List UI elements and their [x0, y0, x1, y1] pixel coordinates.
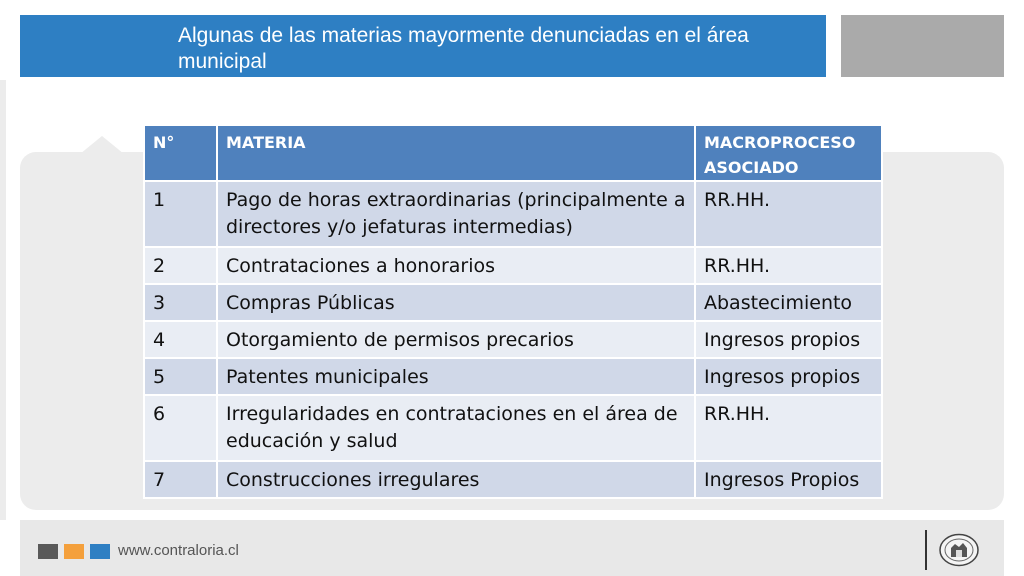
cell-macroproceso: RR.HH.	[695, 247, 882, 284]
column-header-materia: MATERIA	[217, 125, 695, 181]
footer-divider	[925, 530, 927, 570]
cell-materia: Contrataciones a honorarios	[217, 247, 695, 284]
cell-materia: Pago de horas extraordinarias (principalmente a directores y/o jefaturas intermedias)	[217, 181, 695, 247]
cell-macroproceso: Abastecimiento	[695, 284, 882, 321]
column-header-number: N°	[144, 125, 217, 181]
cell-macroproceso: Ingresos propios	[695, 358, 882, 395]
table-row	[144, 358, 882, 395]
table-row	[144, 284, 882, 321]
cell-macroproceso: Ingresos propios	[695, 321, 882, 358]
materias-table	[143, 124, 883, 499]
footer-square-orange	[64, 544, 84, 559]
cell-macroproceso: Ingresos Propios	[695, 461, 882, 498]
slide-title: Algunas de las materias mayormente denunciadas en el área municipal	[178, 24, 749, 73]
cell-number: 2	[144, 247, 217, 284]
table-row	[144, 395, 882, 461]
cell-number: 6	[144, 395, 217, 461]
cell-materia: Construcciones irregulares	[217, 461, 695, 498]
footer-url-link[interactable]: www.contraloria.cl	[118, 542, 239, 559]
table-row	[144, 181, 882, 247]
title-bar	[20, 15, 826, 77]
table-header-row	[144, 125, 882, 181]
left-edge-strip	[0, 80, 6, 520]
table-row	[144, 321, 882, 358]
table-row	[144, 247, 882, 284]
cell-materia: Patentes municipales	[217, 358, 695, 395]
cell-number: 1	[144, 181, 217, 247]
header-gray-block	[841, 15, 1004, 77]
cell-number: 4	[144, 321, 217, 358]
contraloria-seal-icon	[938, 533, 980, 567]
footer-square-blue	[90, 544, 110, 559]
cell-materia: Otorgamiento de permisos precarios	[217, 321, 695, 358]
footer-bar	[20, 520, 1004, 576]
column-header-macroproceso: MACROPROCESO ASOCIADO	[695, 125, 882, 181]
table-container	[143, 124, 881, 499]
cell-number: 3	[144, 284, 217, 321]
cell-materia: Compras Públicas	[217, 284, 695, 321]
cell-macroproceso: RR.HH.	[695, 395, 882, 461]
cell-number: 5	[144, 358, 217, 395]
footer-square-dark	[38, 544, 58, 559]
cell-number: 7	[144, 461, 217, 498]
cell-macroproceso: RR.HH.	[695, 181, 882, 247]
table-row	[144, 461, 882, 498]
cell-materia: Irregularidades en contrataciones en el área de educación y salud	[217, 395, 695, 461]
